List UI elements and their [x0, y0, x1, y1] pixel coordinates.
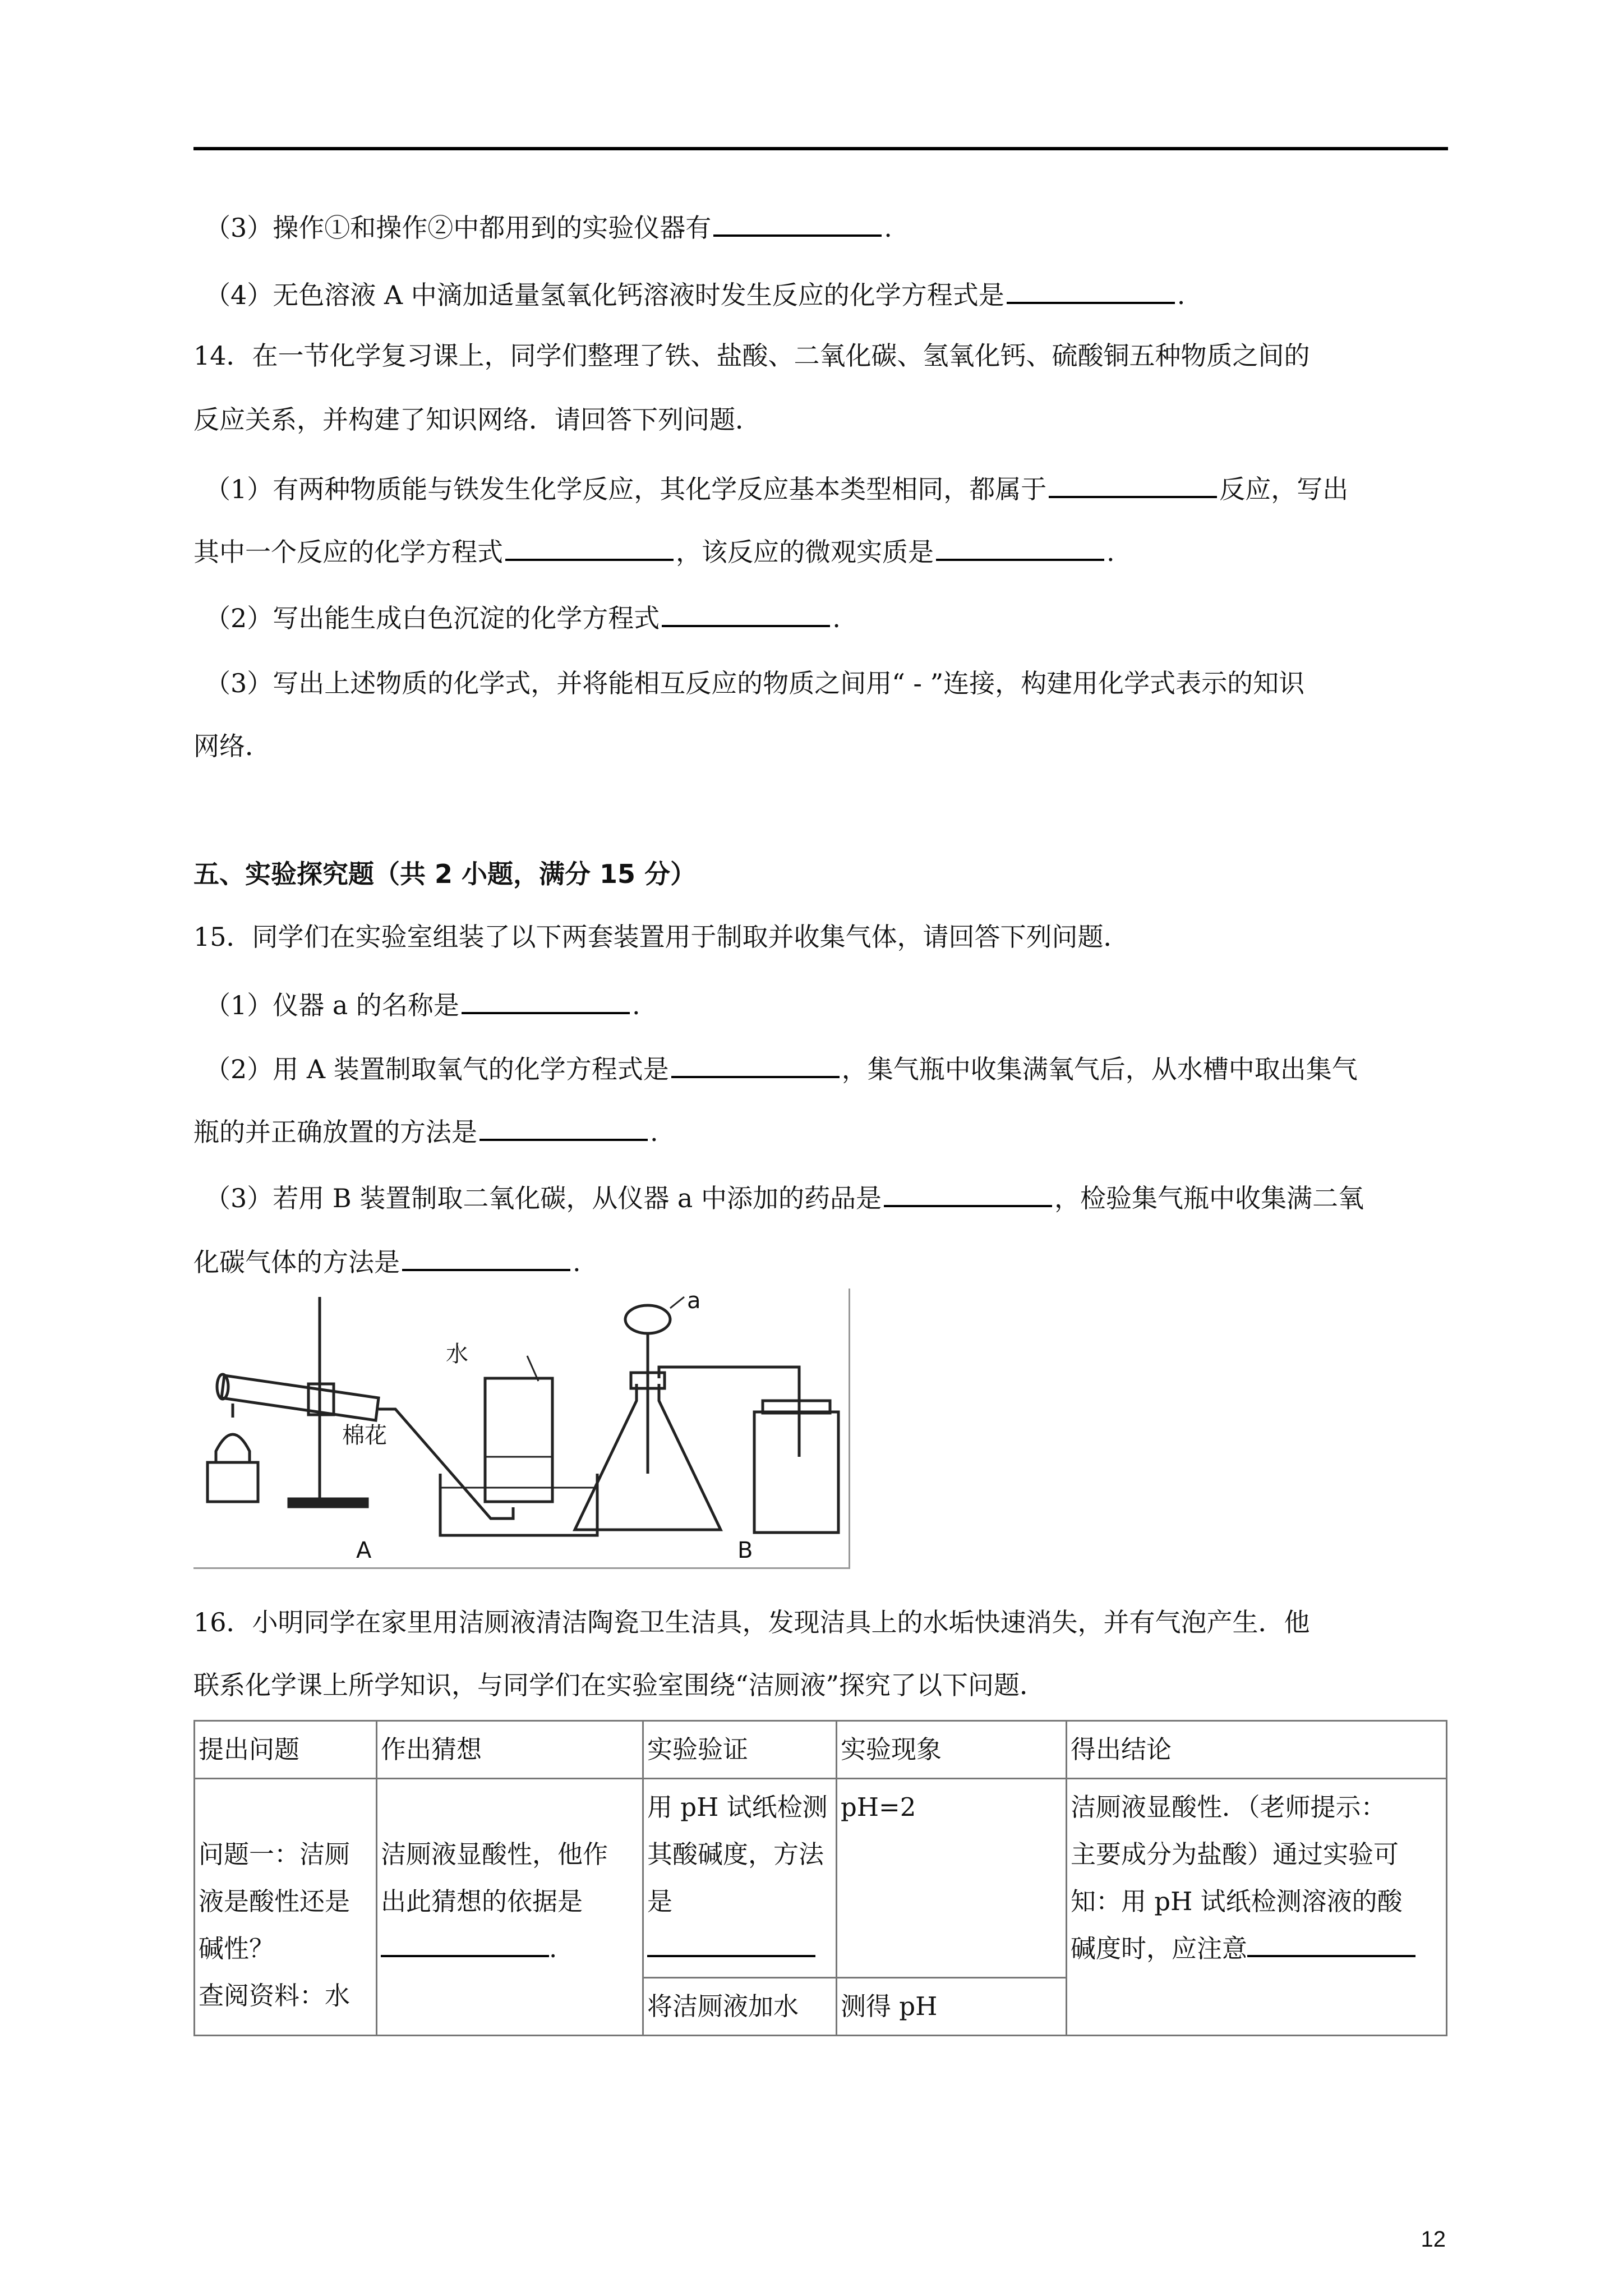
- table-header: 提出问题: [195, 1721, 377, 1779]
- answer-blank[interactable]: [671, 1050, 840, 1078]
- q14-3-line2: 网络．: [193, 731, 271, 761]
- table-header-row: [195, 1721, 1447, 1779]
- section-heading: 五、实验探究题（共 2 小题，满分 15 分）: [193, 859, 697, 889]
- cell-phenomenon: 测得 pH: [837, 1978, 1067, 2036]
- answer-blank[interactable]: [381, 1930, 549, 1957]
- label-a: A: [356, 1538, 372, 1563]
- cell-phenomenon: pH=2: [837, 1779, 1067, 1978]
- answer-blank[interactable]: [462, 986, 630, 1014]
- label-cotton: 棉花: [342, 1423, 387, 1448]
- label-b: B: [737, 1538, 753, 1563]
- apparatus-figure: [193, 1289, 850, 1569]
- cell-question: 问题一：洁厕 液是酸性还是 碱性？ 查阅资料：水: [195, 1779, 377, 2036]
- answer-blank[interactable]: [402, 1243, 570, 1271]
- funnel-pointer: [670, 1297, 684, 1308]
- answer-blank[interactable]: [505, 533, 674, 561]
- test-tube: [222, 1375, 379, 1420]
- answer-blank[interactable]: [479, 1113, 648, 1141]
- answer-blank[interactable]: [662, 599, 830, 627]
- page-number: 12: [1421, 2227, 1446, 2252]
- answer-blank[interactable]: [936, 533, 1104, 561]
- q14-1: （1）有两种物质能与铁发生化学反应，其化学反应基本类型相同，都属于 反应，写出: [205, 470, 1348, 506]
- answer-blank[interactable]: [713, 209, 882, 237]
- cell-conclusion: 洁厕液显酸性．（老师提示： 主要成分为盐酸）通过实验可 知：用 pH 试纸检测溶液的酸 碱度时，应注意: [1067, 1779, 1447, 2036]
- q15-3b: 化碳气体的方法是 .: [193, 1243, 581, 1279]
- header-rule: [193, 147, 1448, 150]
- apparatus-drawing: [193, 1289, 849, 1567]
- q14-2: （2）写出能生成白色沉淀的化学方程式 .: [205, 599, 841, 635]
- table-header: 实验现象: [837, 1721, 1067, 1779]
- funnel-a: [625, 1305, 670, 1333]
- q14-line2: 反应关系，并构建了知识网络．请回答下列问题．: [193, 404, 761, 435]
- gas-jar-b: [754, 1412, 838, 1533]
- cell-verification: 将洁厕液加水: [643, 1978, 837, 2036]
- answer-blank[interactable]: [1049, 470, 1217, 498]
- cell-verification: 用 pH 试纸检测 其酸碱度，方法 是: [643, 1779, 837, 1978]
- q15-3: （3）若用 B 装置制取二氧化碳，从仪器 a 中添加的药品是 ，检验集气瓶中收集满二氧: [205, 1179, 1364, 1215]
- q15-2b: 瓶的并正确放置的方法是 .: [193, 1113, 658, 1149]
- q16-line1: 16．小明同学在家里用洁厕液清洁陶瓷卫生洁具，发现洁具上的水垢快速消失，并有气泡产生．他: [193, 1607, 1310, 1637]
- q14-line1: 14．在一节化学复习课上，同学们整理了铁、盐酸、二氧化碳、氢氧化钙、硫酸铜五种物质之间的: [193, 341, 1310, 371]
- answer-blank[interactable]: [1247, 1930, 1415, 1957]
- answer-blank[interactable]: [1007, 276, 1175, 304]
- label-water: 水: [446, 1341, 468, 1367]
- q15-line1: 15．同学们在实验室组装了以下两套装置用于制取并收集气体，请回答下列问题．: [193, 922, 1129, 952]
- table-row: [195, 1779, 1447, 1978]
- answer-blank[interactable]: [647, 1930, 815, 1957]
- table-header: 实验验证: [643, 1721, 837, 1779]
- q14-1b: 其中一个反应的化学方程式 ，该反应的微观实质是 .: [193, 533, 1115, 569]
- alcohol-lamp: [208, 1462, 258, 1502]
- q15-1: （1）仪器 a 的名称是 .: [205, 986, 640, 1022]
- gas-jar-a: [485, 1378, 552, 1502]
- q13-3: （3）操作①和操作②中都用到的实验仪器有 .: [205, 209, 892, 245]
- stand-base: [289, 1499, 367, 1507]
- answer-blank[interactable]: [884, 1179, 1052, 1207]
- lamp-top: [216, 1434, 250, 1462]
- water-trough: [440, 1474, 597, 1535]
- cell-hypothesis: 洁厕液显酸性，他作 出此猜想的依据是 .: [377, 1779, 643, 2036]
- label-small-a: a: [687, 1289, 701, 1314]
- table-header: 作出猜想: [377, 1721, 643, 1779]
- q14-3-line1: （3）写出上述物质的化学式，并将能相互反应的物质之间用“ - ”连接，构建用化学式表示的知识: [205, 668, 1305, 698]
- inquiry-table: [193, 1720, 1447, 2036]
- q13-4: （4）无色溶液 A 中滴加适量氢氧化钙溶液时发生反应的化学方程式是 .: [205, 276, 1185, 312]
- q15-2: （2）用 A 装置制取氧气的化学方程式是 ，集气瓶中收集满氧气后，从水槽中取出集气: [205, 1050, 1358, 1086]
- table-header: 得出结论: [1067, 1721, 1447, 1779]
- q16-line2: 联系化学课上所学知识，与同学们在实验室围绕“洁厕液”探究了以下问题．: [193, 1670, 1046, 1700]
